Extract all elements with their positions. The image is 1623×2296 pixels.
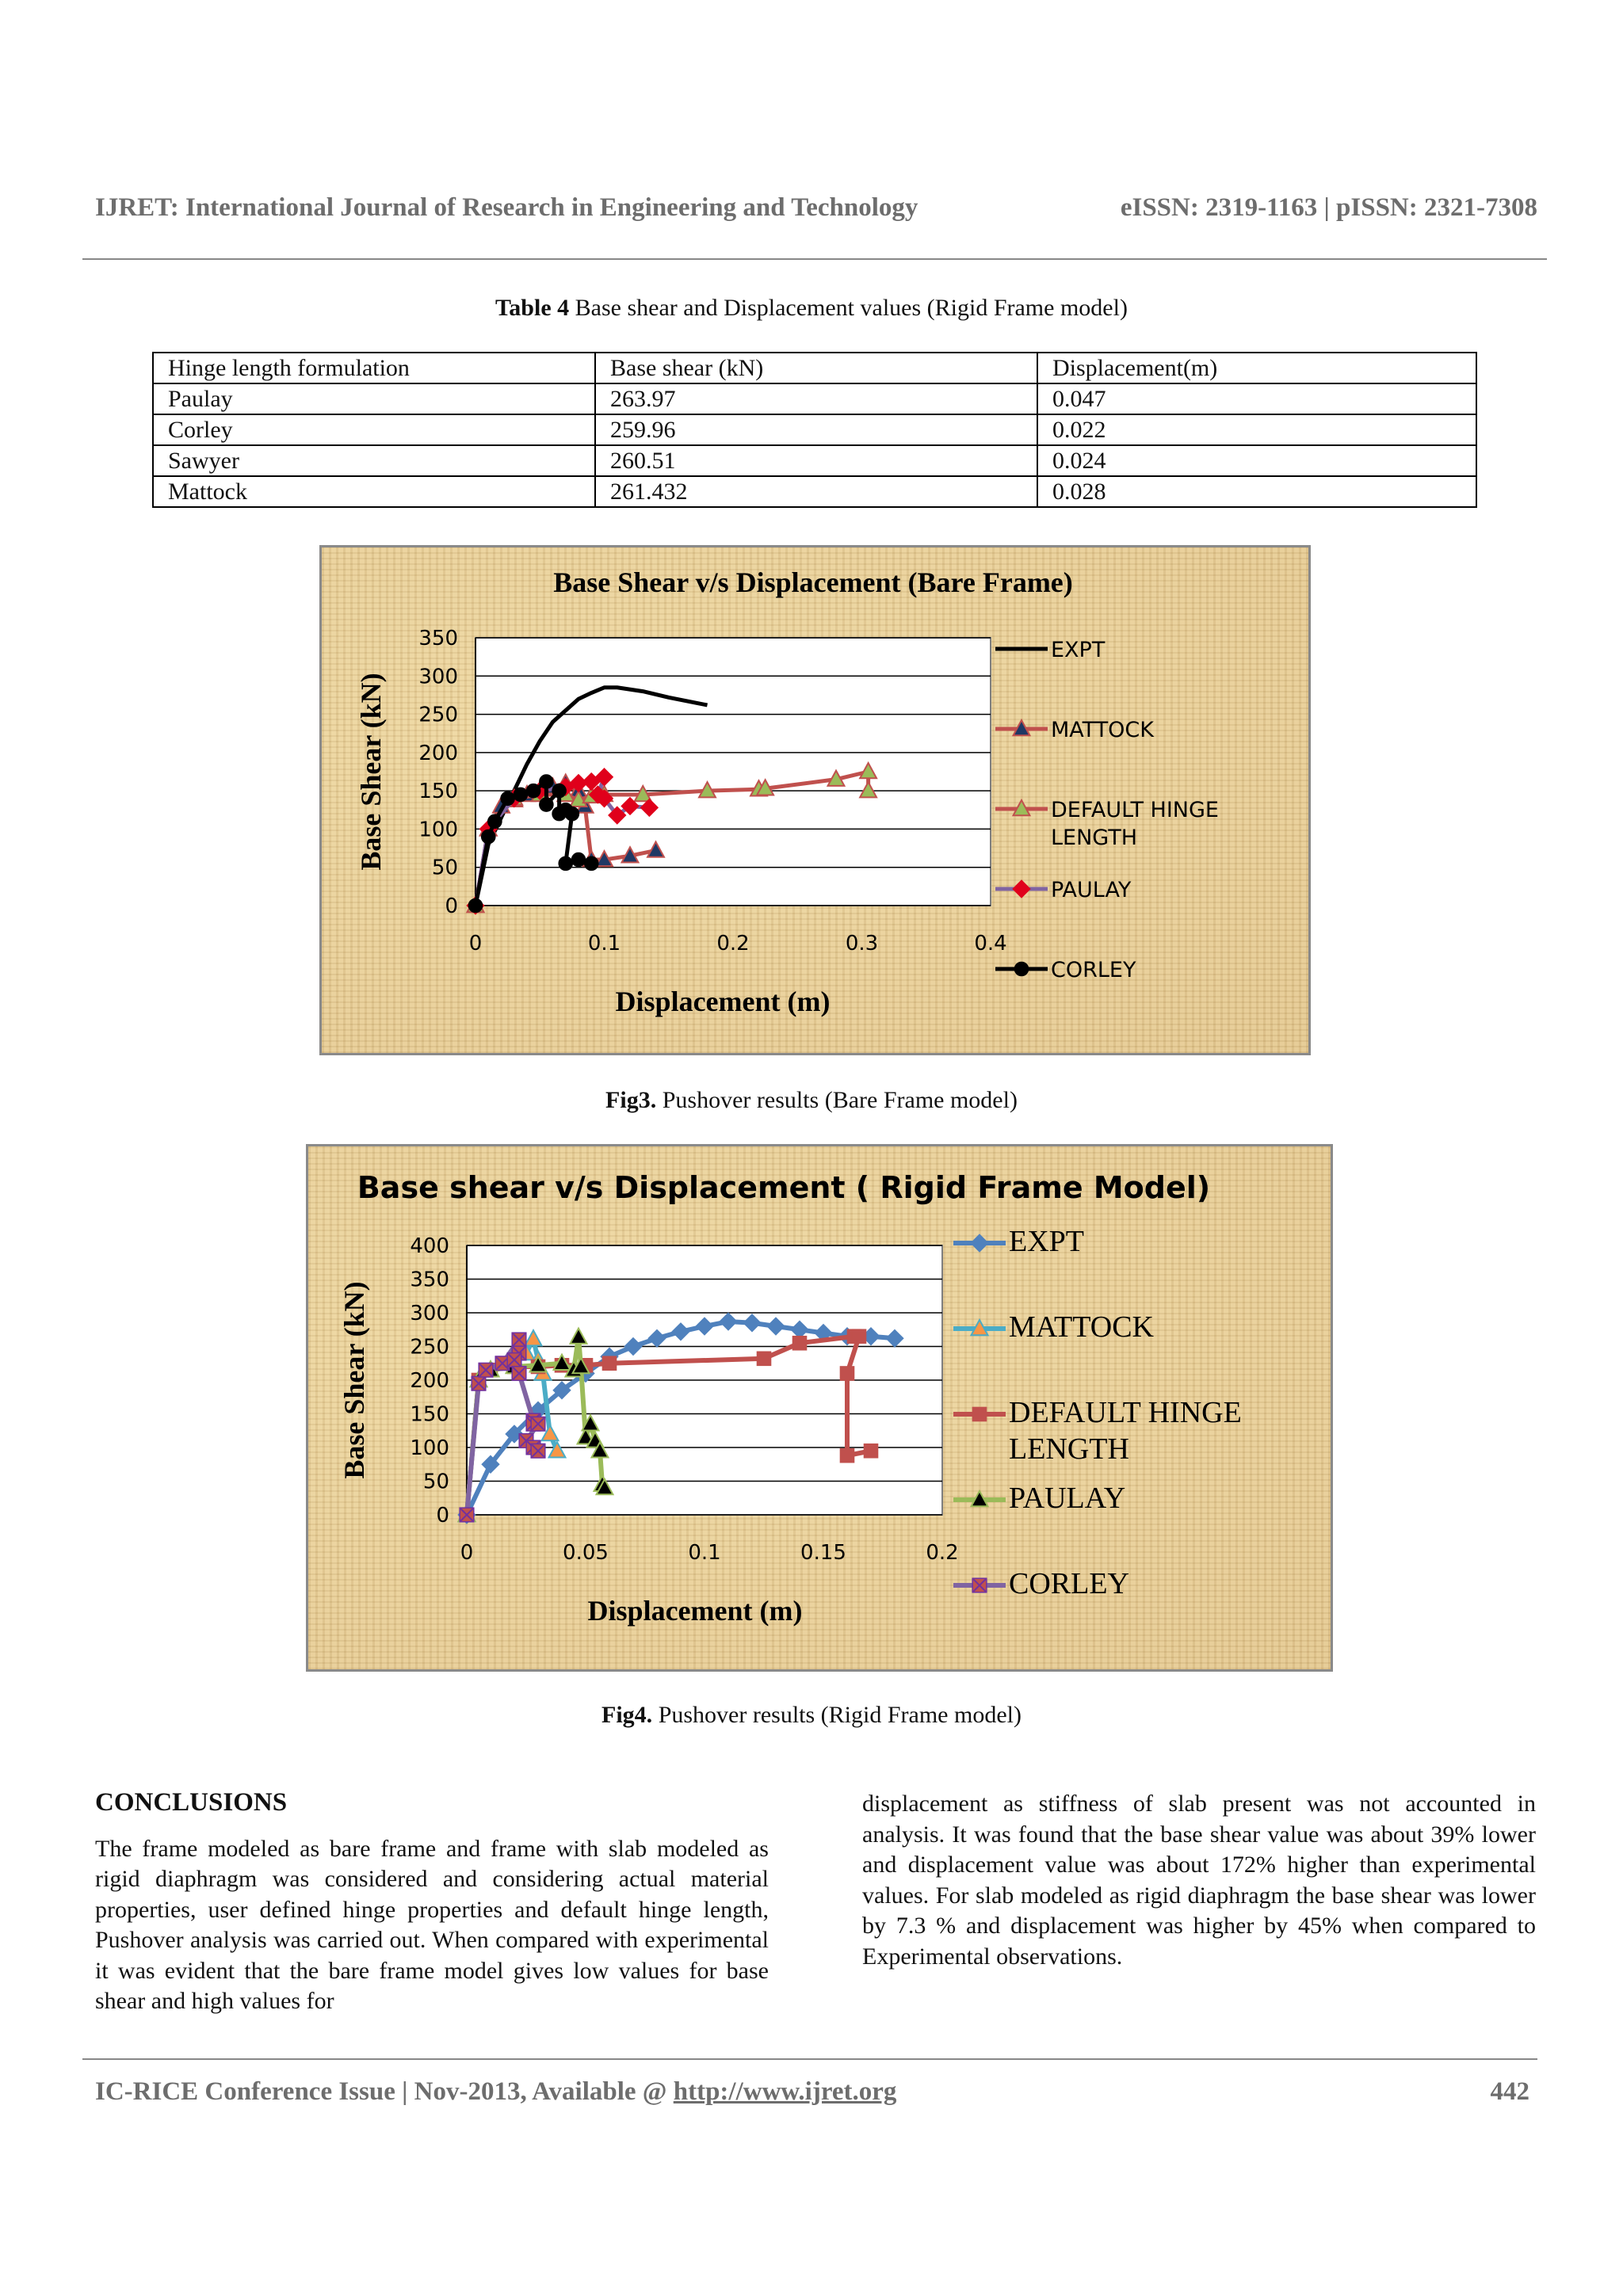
data-point	[514, 788, 528, 802]
y-tick-label: 400	[410, 1234, 449, 1258]
data-point	[468, 898, 483, 913]
table-row	[153, 414, 1476, 445]
header-rule	[82, 258, 1547, 260]
data-point	[488, 814, 502, 829]
legend-label: DEFAULT HINGE	[1051, 798, 1219, 822]
x-tick-label: 0.05	[563, 1541, 609, 1565]
fig3-chart	[319, 545, 1311, 1055]
page-number: 442	[1490, 2077, 1529, 2106]
table4	[152, 352, 1477, 508]
legend-label: CORLEY	[1051, 958, 1136, 982]
legend-entry	[953, 1225, 1084, 1258]
data-point	[540, 798, 554, 812]
plot-area	[475, 638, 991, 906]
legend-label: PAULAY	[1009, 1482, 1126, 1515]
y-axis-label: Base Shear (kN)	[338, 1281, 370, 1479]
legend-label: MATTOCK	[1051, 718, 1154, 742]
y-tick-label: 350	[418, 627, 458, 650]
fig3-caption	[0, 1087, 1623, 1114]
footer-url-link[interactable]: http://www.ijret.org	[673, 2077, 897, 2106]
y-tick-label: 150	[418, 780, 458, 804]
table4-header-cell: Base shear (kN)	[595, 353, 1037, 383]
y-tick-label: 50	[422, 1470, 449, 1494]
legend-entry	[995, 958, 1136, 982]
journal-issn: eISSN: 2319-1163 | pISSN: 2321-7308	[1120, 193, 1537, 222]
x-axis-label: Displacement (m)	[615, 986, 831, 1017]
data-point	[565, 807, 579, 821]
table-cell: Mattock	[153, 476, 595, 507]
legend-marker	[1013, 880, 1030, 898]
page-footer	[95, 2077, 1529, 2107]
fig4-svg	[308, 1146, 1331, 1669]
footer-conference	[95, 2077, 896, 2107]
table4-header-cell: Hinge length formulation	[153, 353, 595, 383]
y-tick-label: 300	[410, 1302, 449, 1325]
y-tick-label: 250	[418, 703, 458, 727]
data-point	[552, 784, 567, 798]
data-point	[792, 1336, 807, 1350]
y-tick-label: 0	[445, 894, 458, 918]
legend-marker	[971, 1234, 988, 1252]
table4-caption-text: Base shear and Displacement values (Rigid Frame model)	[569, 295, 1128, 321]
fig3-svg	[322, 547, 1308, 1053]
journal-header	[95, 193, 1537, 223]
legend-entry	[995, 718, 1155, 742]
table-row	[153, 476, 1476, 507]
legend-entry	[953, 1396, 1242, 1466]
y-tick-label: 350	[410, 1268, 449, 1292]
x-axis-label: Displacement (m)	[587, 1595, 803, 1627]
y-tick-label: 300	[418, 665, 458, 689]
data-point	[571, 852, 586, 867]
fig4-caption-text: Pushover results (Rigid Frame model)	[652, 1702, 1022, 1728]
table-cell: Corley	[153, 414, 595, 445]
legend-label: MATTOCK	[1009, 1310, 1154, 1344]
x-tick-label: 0.15	[800, 1541, 846, 1565]
table4-header-cell: Displacement(m)	[1037, 353, 1476, 383]
legend-label: EXPT	[1009, 1225, 1084, 1258]
conclusions-left-text: The frame modeled as bare frame and frame with slab modeled as rigid diaphragm was considered and considering actual material properties, user defined hinge properties and default hinge length, Pushover analysis was carried out. When compared with experimental it was evident that the bare frame model gives low values for base shear and high values for	[95, 1835, 769, 2014]
fig4-caption	[0, 1702, 1623, 1729]
fig4-chart	[306, 1144, 1333, 1672]
legend-entry	[995, 798, 1219, 850]
data-point	[559, 856, 573, 871]
table-cell: 259.96	[595, 414, 1037, 445]
data-point	[757, 1352, 771, 1366]
y-tick-label: 50	[431, 856, 458, 880]
x-tick-label: 0.2	[716, 932, 750, 955]
x-tick-label: 0.3	[845, 932, 879, 955]
legend-entry	[953, 1310, 1155, 1344]
table-cell: 0.024	[1037, 445, 1476, 476]
legend-entry	[953, 1482, 1125, 1515]
x-tick-label: 0.1	[587, 932, 621, 955]
conclusions-right-text: displacement as stiffness of slab present was not accounted in analysis. It was found that the base shear value was about 39% lower and displacement value was about 172% higher than experimental values. For slab modeled as rigid diaphragm the base shear was lower by 7.3 % and displacement was higher by 45% when compared to Experimental observations.	[862, 1791, 1536, 1970]
table-cell: Paulay	[153, 383, 595, 414]
data-point	[840, 1367, 854, 1381]
legend-entry	[995, 638, 1106, 662]
legend-label: LENGTH	[1009, 1432, 1129, 1466]
table4-label: Table 4	[495, 295, 570, 321]
data-point	[864, 1444, 878, 1458]
table-cell: 0.022	[1037, 414, 1476, 445]
y-tick-label: 0	[436, 1504, 449, 1527]
data-point	[852, 1329, 866, 1344]
legend-label: DEFAULT HINGE	[1009, 1396, 1242, 1429]
data-point	[540, 775, 554, 789]
y-axis-label: Base Shear (kN)	[355, 673, 387, 871]
x-tick-label: 0.2	[926, 1541, 959, 1565]
table-cell: 0.028	[1037, 476, 1476, 507]
data-point	[584, 856, 598, 871]
footer-rule	[82, 2058, 1537, 2060]
chart-title: Base shear v/s Displacement ( Rigid Frame Model)	[357, 1170, 1211, 1205]
legend-marker	[972, 1407, 987, 1421]
y-tick-label: 100	[410, 1436, 449, 1460]
chart-title: Base Shear v/s Displacement (Bare Frame)	[553, 566, 1073, 598]
legend-label: PAULAY	[1051, 878, 1132, 902]
table-row	[153, 445, 1476, 476]
legend-entry	[953, 1567, 1129, 1600]
legend-label: LENGTH	[1051, 826, 1138, 850]
footer-conference-text: IC-RICE Conference Issue | Nov-2013, Available @	[95, 2077, 674, 2106]
table-cell: 260.51	[595, 445, 1037, 476]
conclusions-left-column	[95, 1787, 769, 2017]
data-point	[602, 1356, 617, 1371]
y-tick-label: 150	[410, 1402, 449, 1427]
fig3-caption-text: Pushover results (Bare Frame model)	[656, 1087, 1018, 1113]
conclusions-heading: CONCLUSIONS	[95, 1788, 288, 1817]
legend-marker	[1014, 962, 1029, 976]
y-tick-label: 200	[410, 1369, 449, 1393]
legend-label: CORLEY	[1009, 1567, 1129, 1600]
journal-name: IJRET: International Journal of Research in Engineering and Technology	[95, 193, 918, 222]
x-tick-label: 0.1	[688, 1541, 721, 1565]
legend-entry	[995, 878, 1132, 902]
data-point	[481, 830, 495, 844]
table4-caption	[0, 295, 1623, 322]
conclusions-right-column	[862, 1789, 1536, 1972]
table-cell: 261.432	[595, 476, 1037, 507]
x-tick-label: 0	[468, 932, 483, 955]
fig4-label: Fig4.	[601, 1702, 653, 1728]
y-tick-label: 200	[418, 741, 458, 765]
table4-body	[153, 353, 1476, 507]
data-point	[501, 791, 515, 806]
table-cell: 0.047	[1037, 383, 1476, 414]
table-row	[153, 383, 1476, 414]
fig3-label: Fig3.	[605, 1087, 657, 1113]
data-point	[526, 784, 540, 798]
legend-label: EXPT	[1051, 638, 1106, 662]
x-tick-label: 0.4	[974, 932, 1007, 955]
table4-header-row	[153, 353, 1476, 383]
table-cell: Sawyer	[153, 445, 595, 476]
y-tick-label: 100	[418, 818, 458, 842]
x-tick-label: 0	[460, 1541, 474, 1565]
y-tick-label: 250	[410, 1335, 449, 1360]
table-cell: 263.97	[595, 383, 1037, 414]
data-point	[840, 1448, 854, 1463]
